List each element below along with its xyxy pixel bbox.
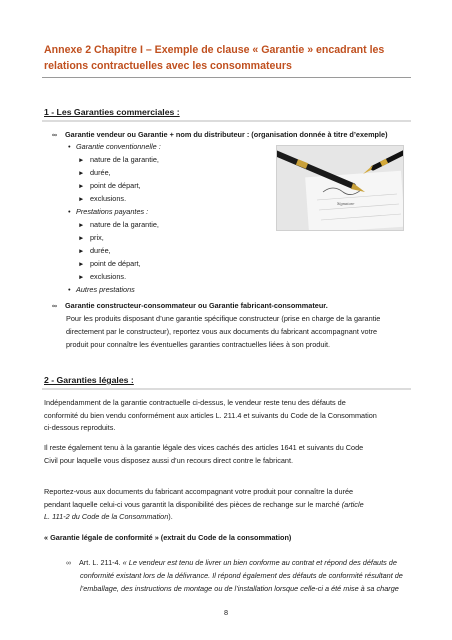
article-text-line: l’emballage, des instructions de montage ou de l’installation lorsque celle-ci a été mise à sa charge bbox=[80, 584, 399, 593]
list-item: ► prix, bbox=[78, 233, 104, 242]
list-item: ► exclusions. bbox=[78, 272, 127, 281]
prestations-payantes-item bbox=[68, 207, 148, 217]
arrow-bullet-icon: ► bbox=[78, 196, 85, 203]
autres-prestations-label: Autres prestations bbox=[76, 285, 135, 294]
signature-label: Signature bbox=[337, 201, 355, 206]
pen-illustration bbox=[277, 146, 403, 230]
garantie-legale-heading: « Garantie légale de conformité » (extrait du Code de la consommation) bbox=[44, 533, 292, 542]
page-title bbox=[44, 42, 419, 74]
title-line-2: relations contractuelles avec les consommateurs bbox=[44, 60, 292, 72]
constructeur-text-line: Pour les produits disposant d’une garantie spécifique constructeur (prise en charge de la garantie bbox=[66, 314, 381, 323]
dot-bullet-icon: • bbox=[68, 142, 71, 151]
article-text-line: conformité existant lors de la délivrance. Il répond également des défauts de conformité résultant de bbox=[80, 571, 403, 580]
garantie-conventionnelle-label: Garantie conventionnelle : bbox=[76, 142, 161, 151]
section-2-divider bbox=[42, 388, 411, 390]
section-1-heading: 1 - Les Garanties commerciales : bbox=[44, 107, 180, 117]
arrow-bullet-icon: ► bbox=[78, 235, 85, 242]
infinity-bullet-icon: ∞ bbox=[66, 560, 71, 567]
list-item: ► nature de la garantie, bbox=[78, 220, 159, 229]
garantie-vendeur-item bbox=[52, 130, 388, 141]
list-item: ► nature de la garantie, bbox=[78, 155, 159, 164]
dot-bullet-icon: • bbox=[68, 285, 71, 294]
arrow-bullet-icon: ► bbox=[78, 183, 85, 190]
section-2-heading: 2 - Garanties légales : bbox=[44, 375, 134, 385]
list-item: ► point de départ, bbox=[78, 259, 141, 268]
constructeur-text-line: directement par le constructeur), reportez vous aux documents du fabricant accompagnant votre bbox=[66, 327, 378, 336]
list-item: ► exclusions. bbox=[78, 194, 127, 203]
section-1-divider bbox=[42, 120, 411, 122]
infinity-bullet-icon: ∞ bbox=[52, 303, 57, 310]
infinity-bullet-icon: ∞ bbox=[52, 132, 57, 139]
autres-prestations-item bbox=[68, 285, 135, 295]
paragraph-pieces-rechange: Reportez-vous aux documents du fabricant accompagnant votre produit pour connaître la durée pendant laquelle celui-ci vous garantit la disponibilité des pièces de rechange sur le marché (article L. 111-2 du Code de la Consommation). bbox=[44, 487, 364, 521]
arrow-bullet-icon: ► bbox=[78, 261, 85, 268]
arrow-bullet-icon: ► bbox=[78, 157, 85, 164]
pen-signature-image bbox=[276, 145, 404, 231]
title-divider bbox=[42, 77, 411, 78]
list-item: ► durée, bbox=[78, 168, 111, 177]
arrow-bullet-icon: ► bbox=[78, 222, 85, 229]
garantie-constructeur-label: Garantie constructeur-consommateur ou Garantie fabricant-consommateur. bbox=[65, 301, 328, 310]
prestations-payantes-label: Prestations payantes : bbox=[76, 207, 149, 216]
dot-bullet-icon: • bbox=[68, 207, 71, 216]
title-line-1: Annexe 2 Chapitre I – Exemple de clause « Garantie » encadrant les bbox=[44, 44, 385, 56]
paragraph-conformite: Indépendamment de la garantie contractuelle ci-dessus, le vendeur reste tenu des défauts de conformité du bien vendu conformément aux articles L. 211.4 et suivants du Code de la Consommation ci-dessous reproduits. bbox=[44, 398, 377, 432]
paragraph-vices-caches: Il reste également tenu à la garantie légale des vices cachés des articles 1641 et suivants du Code Civil pour laquelle vous disposez aussi d’un recours direct contre le fabricant. bbox=[44, 443, 364, 465]
arrow-bullet-icon: ► bbox=[78, 274, 85, 281]
garantie-conventionnelle-item bbox=[68, 142, 161, 152]
arrow-bullet-icon: ► bbox=[78, 170, 85, 177]
page-number: 8 bbox=[223, 608, 229, 617]
article-l211-4: ∞ Art. L. 211-4. « Le vendeur est tenu de livrer un bien conforme au contrat et répond des défauts de bbox=[66, 558, 397, 567]
constructeur-text-line: produit pour connaître les éventuelles garanties contractuelles liées à son produit. bbox=[66, 340, 331, 349]
list-item: ► durée, bbox=[78, 246, 111, 255]
garantie-vendeur-label: Garantie vendeur ou Garantie + nom du distributeur : (organisation donnée à titre d’exemple) bbox=[65, 130, 388, 139]
arrow-bullet-icon: ► bbox=[78, 248, 85, 255]
garantie-constructeur-item bbox=[52, 301, 328, 312]
list-item: ► point de départ, bbox=[78, 181, 141, 190]
